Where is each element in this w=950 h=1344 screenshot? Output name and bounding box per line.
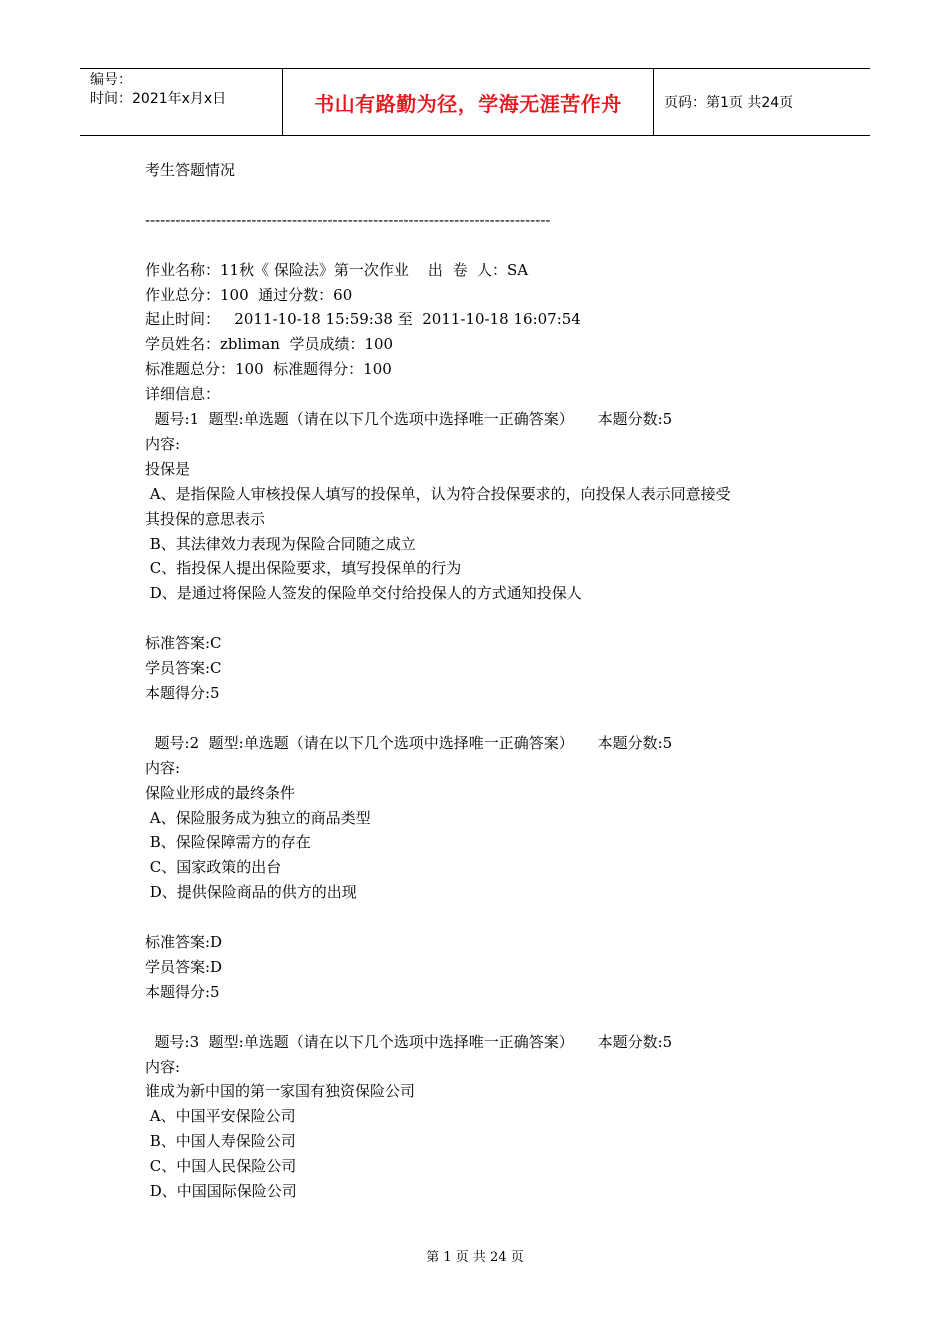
text-line: 起止时间： 2011-10-18 15:59:38 至 2011-10-18 16:07:54 (145, 310, 581, 329)
text-line: 题号:2 题型:单选题（请在以下几个选项中选择唯一正确答案） 本题分数:5 (145, 733, 673, 752)
header-page-info-cell (654, 69, 870, 135)
text-line (145, 1005, 845, 1030)
text-line: 作业名称：11秋《 保险法》第一次作业 出 卷 人：SA (145, 260, 529, 279)
text-line (145, 183, 845, 208)
footer-page-number: 第 1 页 共 24 页 (426, 1250, 524, 1265)
text-line: 标准答案:C (145, 634, 222, 653)
text-line: 内容: (145, 434, 181, 453)
text-line: D、提供保险商品的供方的出现 (145, 883, 357, 902)
document-number-label: 编号： (90, 72, 132, 88)
text-line (145, 233, 845, 258)
text-line: C、中国人民保险公司 (145, 1157, 297, 1176)
text-line: 本题得分:5 (145, 982, 220, 1001)
text-line: A、中国平安保险公司 (145, 1107, 296, 1126)
header-motto-cell (282, 69, 654, 135)
text-line: D、是通过将保险人签发的保险单交付给投保人的方式通知投保人 (145, 584, 582, 603)
text-line: -------------------------------------------------------------------------------- (145, 210, 551, 229)
text-line: B、保险保障需方的存在 (145, 833, 311, 852)
text-line: 题号:1 题型:单选题（请在以下几个选项中选择唯一正确答案） 本题分数:5 (145, 410, 673, 429)
text-line: C、指投保人提出保险要求，填写投保单的行为 (145, 559, 462, 578)
text-line: B、中国人寿保险公司 (145, 1132, 296, 1151)
text-line (145, 905, 845, 930)
text-line: 本题得分:5 (145, 683, 220, 702)
text-line: 详细信息： (145, 385, 221, 404)
text-line: A、保险服务成为独立的商品类型 (145, 808, 371, 827)
text-line: 谁成为新中国的第一家国有独资保险公司 (145, 1082, 416, 1101)
header-page-info: 页码：第1页 共24页 (664, 95, 794, 111)
text-line: D、中国国际保险公司 (145, 1182, 297, 1201)
text-line: 内容: (145, 758, 181, 777)
page-footer (0, 1246, 950, 1265)
text-line: 学员姓名：zbliman 学员成绩：100 (145, 335, 394, 354)
text-line: 学员答案:D (145, 957, 223, 976)
text-line: 学员答案:C (145, 659, 222, 678)
text-line: 投保是 (145, 459, 191, 478)
text-line (145, 606, 845, 631)
text-line: 其投保的意思表示 (145, 509, 266, 528)
text-line: 标准题总分：100 标准题得分：100 (145, 360, 392, 379)
text-line: A、是指保险人审核投保人填写的投保单，认为符合投保要求的，向投保人表示同意接受 (145, 484, 731, 503)
text-line: 作业总分：100 通过分数：60 (145, 285, 353, 304)
text-line: 标准答案:D (145, 933, 223, 952)
header-meta (80, 69, 282, 135)
text-line (145, 706, 845, 731)
document-date: 时间：2021年x月x日 (90, 91, 227, 107)
text-line: B、其法律效力表现为保险合同随之成立 (145, 534, 416, 553)
text-line: 考生答题情况 (145, 161, 236, 179)
page-header (80, 68, 870, 136)
document-body (145, 158, 845, 1204)
text-line: C、国家政策的出台 (145, 858, 282, 877)
text-line: 题号:3 题型:单选题（请在以下几个选项中选择唯一正确答案） 本题分数:5 (145, 1032, 673, 1051)
header-motto: 书山有路勤为径，学海无涯苦作舟 (314, 91, 622, 116)
text-line: 内容: (145, 1057, 181, 1076)
text-line: 保险业形成的最终条件 (145, 783, 296, 802)
